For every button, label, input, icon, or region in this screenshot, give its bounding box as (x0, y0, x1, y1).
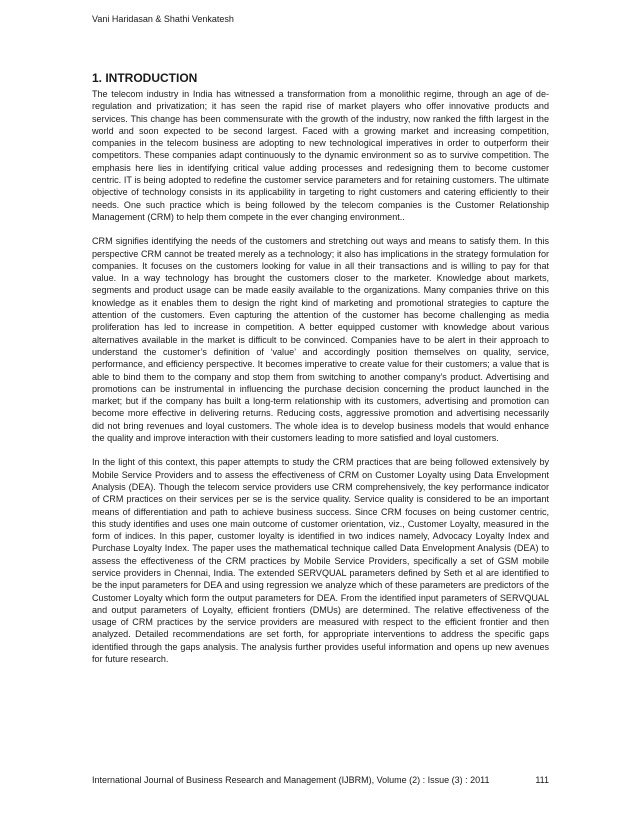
paragraph-3: In the light of this context, this paper attempts to study the CRM practices that are being followed extensively by Mobile Service Providers and to assess the effectiveness of CRM on Customer Loyalty using Data Envelopment Analysis (DEA). Though the telecom service providers use CRM comprehensively, the key performance indicator of CRM practices on their services per se is the service quality. Service quality is considered to be an important means of differentiation and path to achieve business success. Since CRM focuses on being customer centric, this study identifies and uses one main outcome of customer orientation, viz., Customer Loyalty, measured in the form of indices. In this paper, customer loyalty is identified in two indices namely, Advocacy Loyalty Index and Purchase Loyalty Index. The paper uses the mathematical technique called Data Envelopment Analysis (DEA) to assess the effectiveness of the CRM practices by Mobile Service Providers, specifically a set of GSM mobile service providers in Chennai, India. The extended SERVQUAL parameters defined by Seth et al are identified to be the input parameters for DEA and using regression we analyze which of these parameters are predictors of the Customer Loyalty which form the output parameters for DEA. From the identified input parameters of SERVQUAL and output parameters of Loyalty, efficient frontiers (DMUs) are determined. The relative effectiveness of the usage of CRM practices by the service providers are measured with respect to the efficient frontier and then analyzed. Detailed recommendations are set forth, for appropriate interventions to address the specific gaps identified through the gaps analysis. The analysis further provides useful information and opens up new avenues for future research. (92, 457, 549, 665)
page-number: 111 (535, 775, 549, 785)
paragraph-1: The telecom industry in India has witnessed a transformation from a monolithic regime, through an age of de-regulation and privatization; it has seen the rapid rise of market players who offer innovative products and services. This change has been commensurate with the growth of the industry, now ranked the fifth largest in the world and soon expected to be second largest. Faced with a growing market and increasing competition, companies in the telecom business are adopting to new technological imperatives in order to outperform their competitors. These companies adapt continuously to the dynamic environment so as to survive competition. The emphasis here lies in identifying critical value adding processes and redesigning them to become customer centric. IT is being adopted to redefine the customer service parameters and for retaining customers. The ultimate objective of technology consists in its applicability in targeting to right customers and catering efficiently to their needs. One such practice which is being followed by the telecom companies is the Customer Relationship Management (CRM) to help them compete in the ever changing environment.. (92, 89, 549, 222)
page-footer (92, 775, 549, 786)
running-header: Vani Haridasan & Shathi Venkatesh (92, 14, 234, 24)
page-body (92, 71, 549, 677)
paragraph-2: CRM signifies identifying the needs of the customers and stretching out ways and means to satisfy them. In this perspective CRM cannot be treated merely as a technology; it also has implications in the strategy formulation for companies. It focuses on the customers looking for value in all their transactions and is willing to pay for that value. In a way technology has brought the customers closer to the marketer. Knowledge about markets, segments and product usage can be made easily available to the organizations. Many companies thrive on this knowledge as it enables them to design the right kind of marketing and promotional strategies to capture the attention of the customers. Even capturing the attention of the customer has become challenging as media proliferation has led to increase in competition. A better equipped customer with knowledge about various alternatives available in the market is difficult to be convinced. Companies have to be alert in their approach to understand the customer’s definition of ‘value’ and accordingly position themselves on quality, service, performance, and efficiency perspective. It becomes imperative to create value for their customers; a value that is able to bind them to the company and stop them from switching to another company’s product. Advertising and promotions can be instrumental in influencing the purchase decision concerning the product launched in the market; but if the company has built a long-term relationship with its customers, advertising and promotion can become more effective in delivering returns. Reducing costs, aggressive promotion and advertising necessarily did not bring revenues and loyal customers. The whole idea is to develop business models that would enhance the quality and improve interaction with their customers leading to more satisfied and loyal customers. (92, 236, 549, 444)
journal-citation: International Journal of Business Research and Management (IJBRM), Volume (2) : Issue (3) : 2011 (92, 775, 490, 785)
section-heading: 1. INTRODUCTION (92, 71, 198, 85)
